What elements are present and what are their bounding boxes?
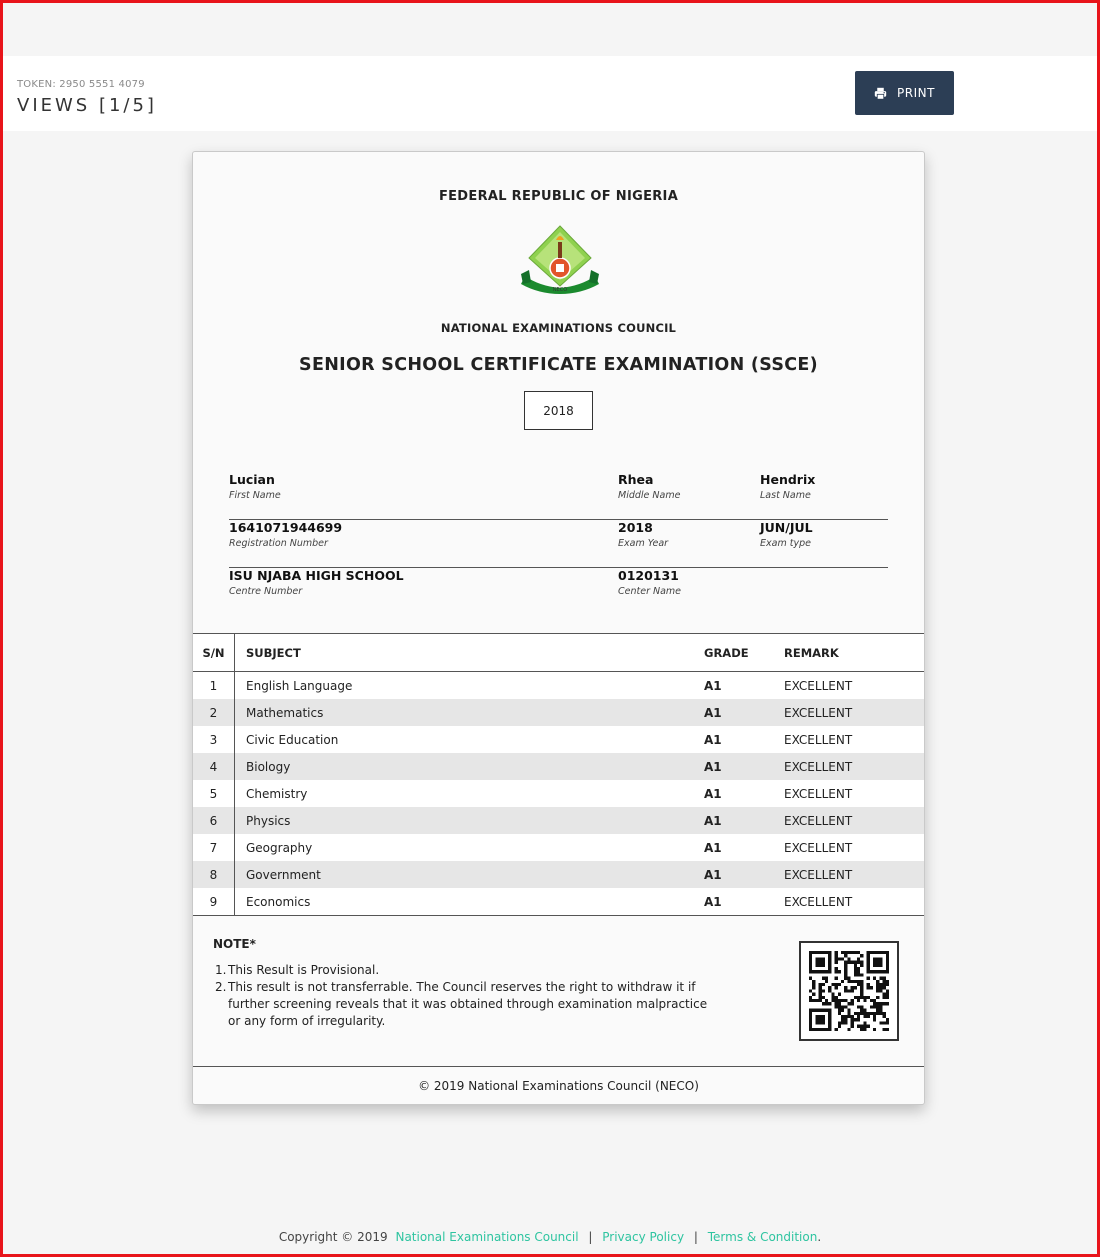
last-name-field xyxy=(760,472,815,501)
table-row xyxy=(193,780,924,807)
svg-text:NECO: NECO xyxy=(552,287,568,293)
cell-grade: A1 xyxy=(704,813,722,828)
print-button[interactable] xyxy=(855,71,954,115)
center-name-value: 0120131 xyxy=(618,568,679,583)
result-certificate xyxy=(192,151,925,1105)
middle-name-label: Middle Name xyxy=(618,490,681,501)
exam-type-field xyxy=(760,520,813,549)
centre-number-value: ISU NJABA HIGH SCHOOL xyxy=(229,568,404,583)
first-name-field xyxy=(229,472,281,501)
footer-period: . xyxy=(817,1230,822,1244)
note-item xyxy=(215,962,715,979)
cell-subject: Physics xyxy=(246,813,291,828)
cell-sn: 3 xyxy=(193,726,235,753)
cell-remark: EXCELLENT xyxy=(784,786,853,801)
neco-logo-icon xyxy=(519,224,601,294)
top-bar xyxy=(3,56,1097,131)
cell-sn: 2 xyxy=(193,699,235,726)
header-subject: SUBJECT xyxy=(246,645,301,660)
cell-remark: EXCELLENT xyxy=(784,867,853,882)
cell-sn: 6 xyxy=(193,807,235,834)
middle-name-field xyxy=(618,472,680,501)
note-text: This result is not transferrable. The Council reserves the right to withdraw it if further screening reveals that it was obtained through examination malpractice or any form of irregularity. xyxy=(228,980,708,1028)
table-row xyxy=(193,834,924,861)
first-name-value: Lucian xyxy=(229,472,275,487)
token-text: TOKEN: 2950 5551 4079 xyxy=(17,79,145,90)
note-item xyxy=(215,979,715,1030)
cell-grade: A1 xyxy=(704,786,722,801)
note-number: 2. xyxy=(215,980,227,994)
cell-sn: 4 xyxy=(193,753,235,780)
note-list xyxy=(215,962,715,1030)
cell-subject: English Language xyxy=(246,678,353,693)
last-name-value: Hendrix xyxy=(760,472,816,487)
footer-separator: | xyxy=(588,1230,593,1244)
cell-grade: A1 xyxy=(704,759,722,774)
first-name-label: First Name xyxy=(229,490,281,501)
footer-separator: | xyxy=(693,1230,698,1244)
cell-grade: A1 xyxy=(704,894,722,909)
exam-title: SENIOR SCHOOL CERTIFICATE EXAMINATION (SSCE) xyxy=(299,355,818,375)
council-title: NATIONAL EXAMINATIONS COUNCIL xyxy=(440,321,677,335)
cell-sn: 1 xyxy=(193,672,235,699)
results-table-body xyxy=(193,672,924,915)
page-footer xyxy=(0,1230,1100,1244)
cell-remark: EXCELLENT xyxy=(784,840,853,855)
exam-year-box: 2018 xyxy=(524,391,593,430)
country-title: FEDERAL REPUBLIC OF NIGERIA xyxy=(438,189,679,204)
reg-number-label: Registration Number xyxy=(229,538,328,549)
exam-type-value: JUN/JUL xyxy=(760,520,813,535)
cell-subject: Government xyxy=(246,867,321,882)
candidate-name-row xyxy=(229,472,888,520)
centre-number-label: Centre Number xyxy=(229,586,303,597)
qr-code-graphic xyxy=(809,951,889,1031)
cell-remark: EXCELLENT xyxy=(784,813,853,828)
exam-year-value: 2018 xyxy=(618,520,653,535)
table-row xyxy=(193,672,924,699)
note-number: 1. xyxy=(215,963,227,977)
reg-number-field xyxy=(229,520,342,549)
cell-remark: EXCELLENT xyxy=(784,678,853,693)
results-table xyxy=(193,633,924,916)
reg-number-value: 1641071944699 xyxy=(229,520,343,535)
results-table-header xyxy=(193,634,924,672)
centre-row xyxy=(229,568,888,616)
cell-subject: Geography xyxy=(246,840,313,855)
cell-subject: Biology xyxy=(246,759,291,774)
header-sn: S/N xyxy=(193,634,235,671)
note-text: This Result is Provisional. xyxy=(228,963,380,977)
qr-code-icon xyxy=(799,941,899,1041)
table-row xyxy=(193,807,924,834)
cell-grade: A1 xyxy=(704,678,722,693)
header-grade: GRADE xyxy=(704,645,749,660)
cell-subject: Economics xyxy=(246,894,311,909)
cell-subject: Civic Education xyxy=(246,732,339,747)
center-name-label: Center Name xyxy=(618,586,682,597)
note-title: NOTE* xyxy=(213,937,256,951)
exam-year-field xyxy=(618,520,668,549)
cell-subject: Chemistry xyxy=(246,786,308,801)
registration-row xyxy=(229,520,888,568)
terms-condition-link[interactable]: Terms & Condition xyxy=(707,1230,818,1244)
cell-remark: EXCELLENT xyxy=(784,759,853,774)
certificate-footer: © 2019 National Examinations Council (NECO) xyxy=(193,1066,924,1105)
cell-sn: 7 xyxy=(193,834,235,861)
table-row xyxy=(193,699,924,726)
print-label: PRINT xyxy=(897,86,935,100)
exam-year-label: Exam Year xyxy=(618,538,669,549)
copyright-text: Copyright © 2019 xyxy=(278,1230,388,1244)
cell-grade: A1 xyxy=(704,705,722,720)
centre-number-field xyxy=(229,568,404,597)
cell-sn: 9 xyxy=(193,888,235,915)
center-name-field xyxy=(618,568,681,597)
middle-name-value: Rhea xyxy=(618,472,654,487)
council-link[interactable]: National Examinations Council xyxy=(395,1230,579,1244)
cell-grade: A1 xyxy=(704,732,722,747)
cell-remark: EXCELLENT xyxy=(784,894,853,909)
table-row xyxy=(193,888,924,915)
table-row xyxy=(193,726,924,753)
cell-remark: EXCELLENT xyxy=(784,705,853,720)
cell-subject: Mathematics xyxy=(246,705,324,720)
cell-grade: A1 xyxy=(704,867,722,882)
cell-grade: A1 xyxy=(704,840,722,855)
last-name-label: Last Name xyxy=(760,490,811,501)
printer-icon xyxy=(874,87,887,100)
cell-remark: EXCELLENT xyxy=(784,732,853,747)
table-row xyxy=(193,753,924,780)
header-remark: REMARK xyxy=(784,645,839,660)
privacy-policy-link[interactable]: Privacy Policy xyxy=(602,1230,685,1244)
views-counter: VIEWS [1/5] xyxy=(17,95,157,116)
table-row xyxy=(193,861,924,888)
exam-type-label: Exam type xyxy=(760,538,811,549)
cell-sn: 5 xyxy=(193,780,235,807)
cell-sn: 8 xyxy=(193,861,235,888)
